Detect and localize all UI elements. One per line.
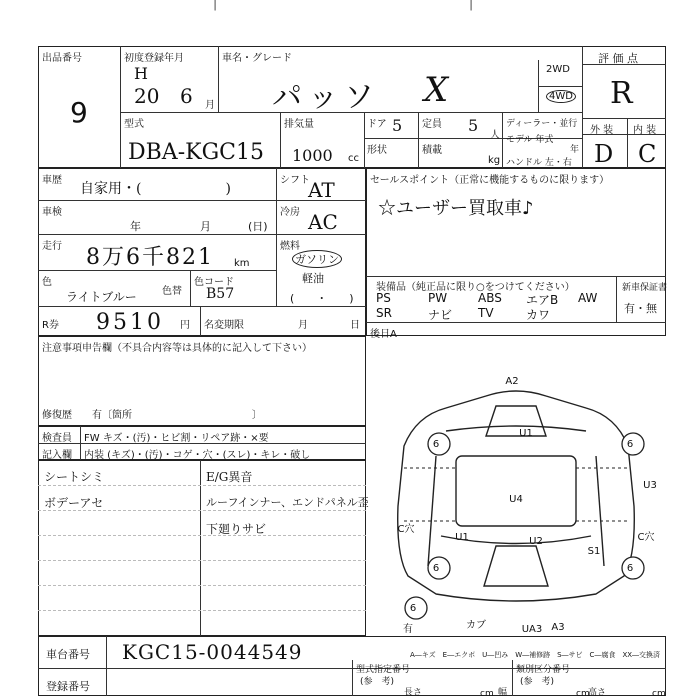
model-code-label: 型式	[124, 119, 144, 130]
warranty-label: 新車保証書	[622, 283, 668, 293]
remark-left-2: ボデーアセ	[44, 496, 104, 510]
entry-label: 記入欄	[42, 450, 72, 461]
score-int-value: C	[638, 140, 657, 168]
mileage-value: 8万6千821	[86, 245, 214, 270]
top-mark-left: │	[212, 0, 219, 11]
equipment-item: TV	[478, 306, 494, 320]
handle-label: ハンドル 左・右	[506, 158, 572, 168]
recycle-value: 9510	[96, 310, 164, 335]
score-label: 評 価 点	[598, 52, 638, 65]
score-int-label: 内 装	[633, 125, 657, 136]
car-grade: X	[424, 70, 449, 110]
drive-2wd: 2WD	[546, 64, 570, 75]
color-code-value: B57	[206, 286, 235, 302]
score-value: R	[610, 76, 633, 111]
mileage-unit: km	[234, 258, 250, 269]
length-unit: cm	[480, 689, 494, 699]
shape-label: 形状	[367, 145, 387, 156]
diagram-mark: U2	[529, 536, 543, 547]
equipment-item: エアB	[526, 293, 559, 307]
score-ext-value: D	[594, 140, 614, 168]
diagram-mark: A2	[505, 376, 519, 387]
height-label: 高さ	[588, 688, 607, 698]
inspector-items: FW キズ・(汚)・ヒビ割・リペア跡・×要	[84, 433, 269, 444]
diagram-mark: 6	[432, 563, 440, 574]
diagram-mark: 6	[432, 439, 440, 450]
type-no-label: 型式指定番号	[356, 665, 411, 675]
inspection-day: (日)	[248, 220, 268, 233]
diagram-mark: S1	[587, 546, 601, 557]
diagram-mark: 6	[626, 439, 634, 450]
equipment-label: 装備品（純正品に限り○をつけてください）	[376, 282, 575, 293]
capacity-value: 5	[468, 116, 479, 135]
shift-value: AT	[308, 178, 335, 202]
remark-right-1: E/G異音	[206, 470, 253, 484]
history-value: 自家用・( )	[80, 181, 231, 197]
repair-history: 修復歴 有〔箇所 〕	[42, 410, 262, 421]
diagram-mark: 6	[626, 563, 634, 574]
load-label: 積載	[422, 145, 442, 156]
model-year-unit: 年	[570, 145, 580, 155]
remark-left-1: シートシミ	[44, 470, 105, 484]
diagram-mark: U1	[455, 532, 469, 543]
sales-point-label: セールスポイント（正常に機能するものに限ります）	[370, 175, 610, 186]
equipment-item: カワ	[526, 308, 551, 322]
notes-label: 注意事項申告欄（不具合内容等は具体的に記入して下さい）	[42, 343, 312, 354]
displacement-value: 1000	[292, 146, 333, 165]
name-change-label: 名変期限	[204, 320, 244, 331]
doors-value: 5	[392, 116, 403, 135]
type-no-sub: (参 考)	[360, 677, 395, 687]
displacement-unit: cc	[348, 153, 359, 164]
diagram-mark: C穴	[637, 532, 655, 543]
color-label: 色	[42, 277, 52, 288]
color-change-label: 色替	[162, 286, 182, 297]
fuel-gasoline: ガソリン	[292, 250, 342, 268]
lot-label: 出品番号	[42, 53, 82, 64]
history-label: 車歴	[42, 175, 62, 186]
equipment-item: PS	[376, 291, 391, 305]
color-code-label: 色コード	[194, 277, 234, 288]
equipment-item: AW	[578, 291, 598, 305]
model-code-value: DBA-KGC15	[128, 140, 264, 165]
fuel-label: 燃料	[280, 241, 300, 252]
fuel-other: ( ・ )	[290, 292, 354, 305]
diagram-mark: U1	[519, 428, 533, 439]
vin-label: 車台番号	[46, 648, 90, 661]
doors-label: ドア	[367, 119, 387, 130]
length-label: 長さ	[404, 688, 423, 698]
height-unit: cm	[652, 689, 666, 699]
diagram-mark: 有	[403, 624, 413, 635]
car-name: パッソ	[272, 80, 380, 115]
score-ext-label: 外 装	[590, 125, 614, 136]
inspection-label: 車検	[42, 207, 62, 218]
sales-point-value: ☆ユーザー買取車♪	[378, 198, 534, 219]
model-year-label: モデル 年式	[506, 135, 554, 145]
lot-number: 9	[70, 96, 88, 129]
recycle-label: R券	[42, 320, 59, 331]
class-no-sub: (参 考)	[520, 677, 555, 687]
aircon-label: 冷房	[280, 207, 300, 218]
first-reg-month: 6	[180, 84, 193, 108]
warranty-value: 有・無	[624, 302, 657, 315]
model-grade-label: 車名・グレード	[222, 53, 292, 64]
first-reg-era: H	[134, 64, 148, 83]
diagram-legend: A―キズ E―エクボ U―凹み W―補修跡 S―サビ C―腐食 XX―交換済	[410, 651, 661, 659]
equipment-item: ABS	[478, 291, 502, 305]
diagram-mark: U3	[643, 480, 657, 491]
load-unit: kg	[488, 155, 501, 166]
dealer-label: ディーラー・並行	[506, 119, 578, 129]
first-reg-month-unit: 月	[205, 100, 215, 111]
equipment-item: SR	[376, 306, 392, 320]
equipment-item: ナビ	[428, 308, 453, 322]
inspection-year: 年	[130, 220, 141, 233]
diagram-mark: U4	[509, 494, 523, 505]
name-change-day: 日	[350, 320, 360, 331]
capacity-label: 定員	[422, 119, 442, 130]
first-reg-year: 20	[134, 84, 160, 108]
inspector-label: 検査員	[42, 433, 72, 444]
first-reg-label: 初度登録年月	[124, 53, 184, 64]
shift-label: シフト	[280, 175, 310, 186]
mileage-label: 走行	[42, 241, 62, 252]
diagram-mark: A3	[551, 622, 565, 633]
equipment-item: PW	[428, 291, 448, 305]
name-change-month: 月	[298, 320, 308, 331]
entry-items: 内装 (キズ)・(汚)・コゲ・穴・(スレ)・キレ・破し	[84, 450, 311, 461]
recycle-unit: 円	[180, 320, 190, 331]
reg-label: 登録番号	[46, 680, 90, 693]
diagram-mark: カブ	[466, 620, 486, 631]
top-mark-right: │	[468, 0, 475, 11]
class-no-label: 類別区分番号	[516, 665, 571, 675]
diagram-mark: 6	[409, 603, 417, 614]
width-unit: cm	[576, 689, 590, 699]
inspection-month: 月	[200, 220, 211, 233]
displacement-label: 排気量	[284, 119, 314, 130]
drive-4wd: 4WD	[546, 90, 576, 103]
rear-label: 後日A	[370, 329, 397, 340]
diagram-mark: C穴	[397, 524, 415, 535]
remark-right-3: 下廻りサビ	[206, 522, 267, 536]
capacity-unit: 人	[490, 130, 500, 141]
aircon-value: AC	[308, 210, 338, 234]
diagram-mark: UA3	[521, 624, 543, 635]
fuel-diesel: 軽油	[302, 272, 324, 285]
remark-right-2: ルーフインナー、エンドパネル歪	[206, 496, 369, 509]
color-value: ライトブルー	[66, 290, 137, 304]
width-label: 幅	[498, 688, 508, 698]
vin-value: KGC15-0044549	[122, 640, 303, 664]
car-damage-diagram	[366, 336, 666, 636]
